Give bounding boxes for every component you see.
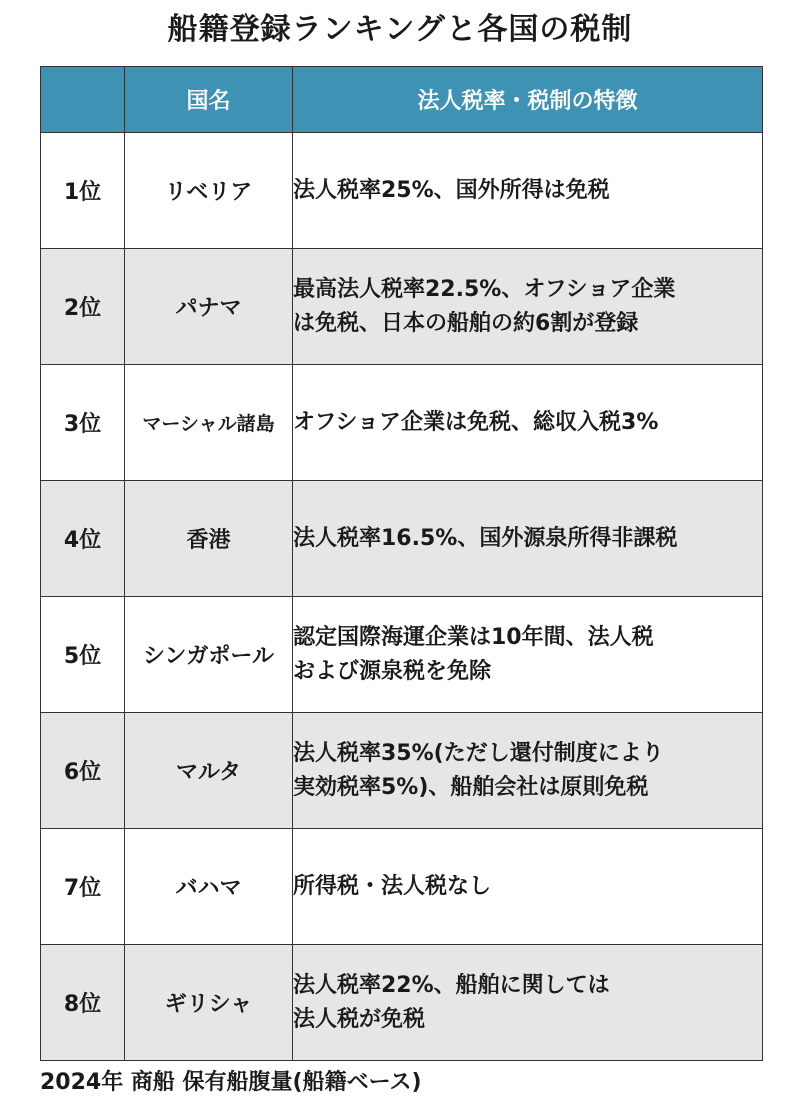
- table-header-row: [41, 67, 763, 133]
- table-row: [41, 249, 763, 365]
- tax-description-line: は免税、日本の船舶の約6割が登録: [293, 310, 639, 336]
- tax-description-line: 法人税率25%、国外所得は免税: [293, 177, 610, 203]
- tax-description-cell: [293, 597, 763, 713]
- tax-description-cell: [293, 829, 763, 945]
- tax-description-line: 認定国際海運企業は10年間、法人税: [293, 624, 654, 650]
- table-row: [41, 597, 763, 713]
- country-cell: バハマ: [125, 829, 293, 945]
- table-row: [41, 713, 763, 829]
- country-cell: リベリア: [125, 133, 293, 249]
- table-row: [41, 829, 763, 945]
- rank-cell: 8位: [41, 945, 125, 1061]
- rank-cell: 6位: [41, 713, 125, 829]
- tax-description-line: 法人税が免税: [293, 1006, 426, 1032]
- header-country: 国名: [125, 67, 293, 133]
- tax-description-cell: [293, 713, 763, 829]
- table-row: [41, 481, 763, 597]
- page-title: 船籍登録ランキングと各国の税制: [167, 12, 633, 47]
- ranking-table: [40, 66, 763, 1061]
- header-rank: [41, 67, 125, 133]
- country-cell: シンガポール: [125, 597, 293, 713]
- country-cell: 香港: [125, 481, 293, 597]
- tax-description-line: 法人税率22%、船舶に関しては: [293, 972, 610, 998]
- tax-description-line: 法人税率35%(ただし還付制度により: [293, 740, 664, 766]
- country-cell: マーシャル諸島: [125, 365, 293, 481]
- country-cell: ギリシャ: [125, 945, 293, 1061]
- tax-description-line: 最高法人税率22.5%、オフショア企業: [293, 276, 676, 302]
- rank-cell: 3位: [41, 365, 125, 481]
- table-row: [41, 133, 763, 249]
- country-cell: マルタ: [125, 713, 293, 829]
- tax-description-cell: [293, 249, 763, 365]
- rank-cell: 2位: [41, 249, 125, 365]
- tax-description-line: 実効税率5%)、船舶会社は原則免税: [293, 774, 649, 800]
- rank-cell: 7位: [41, 829, 125, 945]
- tax-description-line: 法人税率16.5%、国外源泉所得非課税: [293, 525, 678, 551]
- tax-description-cell: [293, 945, 763, 1061]
- rank-cell: 1位: [41, 133, 125, 249]
- tax-description-line: 所得税・法人税なし: [293, 873, 492, 899]
- source-caption: 2024年 商船 保有船腹量(船籍ベース): [40, 1070, 422, 1095]
- table-row: [41, 945, 763, 1061]
- country-cell: パナマ: [125, 249, 293, 365]
- rank-cell: 4位: [41, 481, 125, 597]
- tax-description-cell: [293, 133, 763, 249]
- table-row: [41, 365, 763, 481]
- tax-description-line: オフショア企業は免税、総収入税3%: [293, 409, 659, 435]
- tax-description-cell: [293, 481, 763, 597]
- tax-description-line: および源泉税を免除: [293, 658, 492, 684]
- rank-cell: 5位: [41, 597, 125, 713]
- tax-description-cell: [293, 365, 763, 481]
- header-tax-features: 法人税率・税制の特徴: [293, 67, 763, 133]
